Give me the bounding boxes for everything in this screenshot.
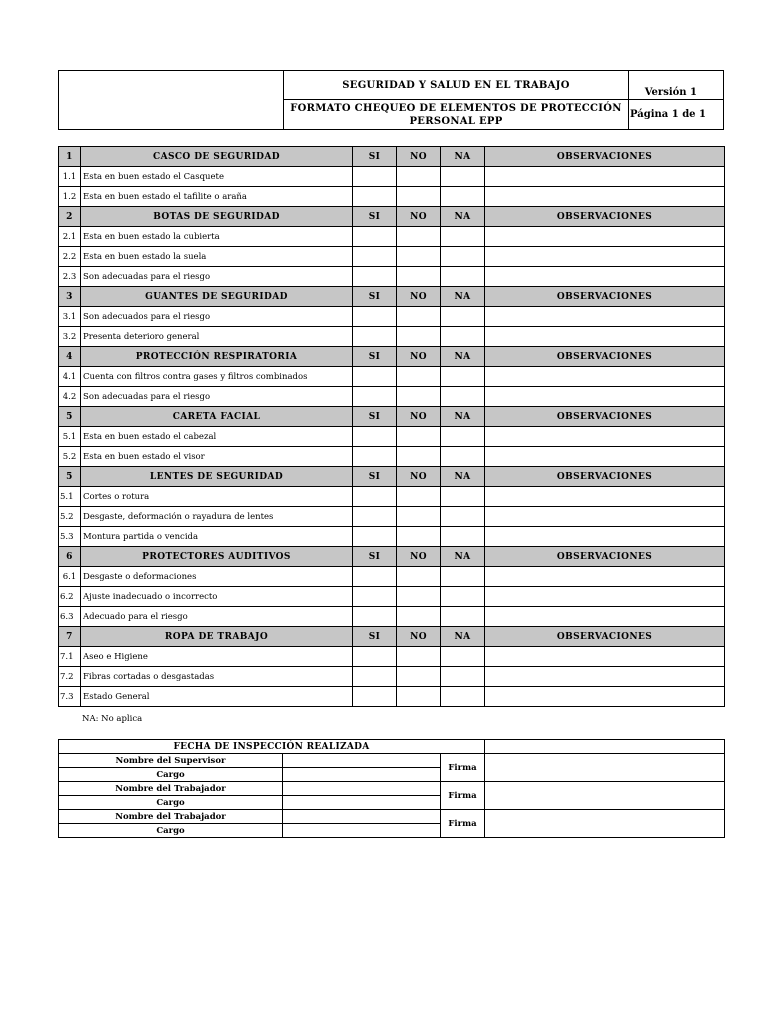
observaciones-field[interactable] <box>485 507 725 527</box>
si-checkbox-cell[interactable] <box>353 587 397 607</box>
section-title: CASCO DE SEGURIDAD <box>81 147 353 167</box>
na-checkbox-cell[interactable] <box>441 247 485 267</box>
observaciones-field[interactable] <box>485 307 725 327</box>
checklist-item-row <box>59 427 725 447</box>
no-checkbox-cell[interactable] <box>397 187 441 207</box>
no-checkbox-cell[interactable] <box>397 167 441 187</box>
si-checkbox-cell[interactable] <box>353 307 397 327</box>
col-na-header: NA <box>441 287 485 307</box>
item-number: 6.3 <box>59 607 81 627</box>
na-checkbox-cell[interactable] <box>441 487 485 507</box>
item-description: Estado General <box>81 687 353 707</box>
na-checkbox-cell[interactable] <box>441 167 485 187</box>
observaciones-field[interactable] <box>485 267 725 287</box>
cargo-field[interactable] <box>283 768 441 782</box>
item-description: Son adecuadas para el riesgo <box>81 387 353 407</box>
no-checkbox-cell[interactable] <box>397 227 441 247</box>
observaciones-field[interactable] <box>485 387 725 407</box>
checklist-item-row <box>59 527 725 547</box>
no-checkbox-cell[interactable] <box>397 687 441 707</box>
na-checkbox-cell[interactable] <box>441 587 485 607</box>
section-header-row <box>59 407 725 427</box>
item-number: 1.2 <box>59 187 81 207</box>
observaciones-field[interactable] <box>485 567 725 587</box>
version-label: Versión 1 <box>629 71 724 100</box>
section-title: GUANTES DE SEGURIDAD <box>81 287 353 307</box>
observaciones-field[interactable] <box>485 487 725 507</box>
na-checkbox-cell[interactable] <box>441 507 485 527</box>
checklist-item-row <box>59 667 725 687</box>
item-number: 4.2 <box>59 387 81 407</box>
na-checkbox-cell[interactable] <box>441 647 485 667</box>
item-number: 5.2 <box>59 507 81 527</box>
si-checkbox-cell[interactable] <box>353 247 397 267</box>
col-si-header: SI <box>353 287 397 307</box>
na-checkbox-cell[interactable] <box>441 447 485 467</box>
na-checkbox-cell[interactable] <box>441 687 485 707</box>
no-checkbox-cell[interactable] <box>397 247 441 267</box>
no-checkbox-cell[interactable] <box>397 387 441 407</box>
observaciones-field[interactable] <box>485 587 725 607</box>
checklist-item-row <box>59 387 725 407</box>
col-observaciones-header: OBSERVACIONES <box>485 407 725 427</box>
col-observaciones-header: OBSERVACIONES <box>485 627 725 647</box>
checklist-item-row <box>59 307 725 327</box>
na-checkbox-cell[interactable] <box>441 387 485 407</box>
cargo-field[interactable] <box>283 796 441 810</box>
item-description: Son adecuados para el riesgo <box>81 307 353 327</box>
col-na-header: NA <box>441 547 485 567</box>
col-si-header: SI <box>353 347 397 367</box>
observaciones-field[interactable] <box>485 447 725 467</box>
section-header-row <box>59 147 725 167</box>
signer-name-label: Nombre del Trabajador <box>59 810 283 824</box>
checklist-item-row <box>59 687 725 707</box>
signer-name-field[interactable] <box>283 782 441 796</box>
observaciones-field[interactable] <box>485 167 725 187</box>
item-number: 4.1 <box>59 367 81 387</box>
no-checkbox-cell[interactable] <box>397 427 441 447</box>
checklist-item-row <box>59 187 725 207</box>
na-checkbox-cell[interactable] <box>441 667 485 687</box>
observaciones-field[interactable] <box>485 187 725 207</box>
inspection-date-label: FECHA DE INSPECCIÓN REALIZADA <box>59 740 485 754</box>
si-checkbox-cell[interactable] <box>353 267 397 287</box>
col-na-header: NA <box>441 207 485 227</box>
section-header-row <box>59 627 725 647</box>
signature-field[interactable] <box>485 782 725 810</box>
item-number: 2.1 <box>59 227 81 247</box>
na-checkbox-cell[interactable] <box>441 427 485 447</box>
checklist-item-row <box>59 327 725 347</box>
na-checkbox-cell[interactable] <box>441 187 485 207</box>
item-description: Son adecuadas para el riesgo <box>81 267 353 287</box>
observaciones-field[interactable] <box>485 327 725 347</box>
item-number: 5.1 <box>59 427 81 447</box>
checklist-item-row <box>59 367 725 387</box>
section-title: CARETA FACIAL <box>81 407 353 427</box>
section-number: 6 <box>59 547 81 567</box>
item-description: Adecuado para el riesgo <box>81 607 353 627</box>
checklist-item-row <box>59 567 725 587</box>
si-checkbox-cell[interactable] <box>353 487 397 507</box>
cargo-label: Cargo <box>59 824 283 838</box>
observaciones-field[interactable] <box>485 527 725 547</box>
checklist-item-row <box>59 267 725 287</box>
checklist-item-row <box>59 167 725 187</box>
col-si-header: SI <box>353 207 397 227</box>
no-checkbox-cell[interactable] <box>397 267 441 287</box>
checklist-item-row <box>59 507 725 527</box>
signer-name-row <box>59 754 725 768</box>
signature-field[interactable] <box>485 754 725 782</box>
cargo-label: Cargo <box>59 796 283 810</box>
si-checkbox-cell[interactable] <box>353 607 397 627</box>
checklist-item-row <box>59 607 725 627</box>
col-observaciones-header: OBSERVACIONES <box>485 467 725 487</box>
item-description: Desgaste, deformación o rayadura de lentes <box>81 507 353 527</box>
col-na-header: NA <box>441 147 485 167</box>
inspection-date-field[interactable] <box>485 740 725 754</box>
item-number: 7.2 <box>59 667 81 687</box>
no-checkbox-cell[interactable] <box>397 367 441 387</box>
form-header <box>58 70 724 130</box>
col-observaciones-header: OBSERVACIONES <box>485 347 725 367</box>
col-no-header: NO <box>397 547 441 567</box>
si-checkbox-cell[interactable] <box>353 647 397 667</box>
item-number: 2.3 <box>59 267 81 287</box>
si-checkbox-cell[interactable] <box>353 227 397 247</box>
item-number: 3.1 <box>59 307 81 327</box>
no-checkbox-cell[interactable] <box>397 587 441 607</box>
no-checkbox-cell[interactable] <box>397 327 441 347</box>
col-si-header: SI <box>353 627 397 647</box>
section-title: PROTECTORES AUDITIVOS <box>81 547 353 567</box>
inspection-signature-table <box>58 739 725 838</box>
col-na-header: NA <box>441 467 485 487</box>
col-no-header: NO <box>397 467 441 487</box>
col-no-header: NO <box>397 627 441 647</box>
checklist-item-row <box>59 227 725 247</box>
observaciones-field[interactable] <box>485 227 725 247</box>
si-checkbox-cell[interactable] <box>353 167 397 187</box>
item-number: 1.1 <box>59 167 81 187</box>
section-number: 2 <box>59 207 81 227</box>
section-title: PROTECCIÓN RESPIRATORIA <box>81 347 353 367</box>
item-description: Fibras cortadas o desgastadas <box>81 667 353 687</box>
si-checkbox-cell[interactable] <box>353 507 397 527</box>
observaciones-field[interactable] <box>485 687 725 707</box>
checklist-item-row <box>59 247 725 267</box>
item-number: 5.2 <box>59 447 81 467</box>
page-number: Página 1 de 1 <box>629 100 724 130</box>
item-description: Esta en buen estado la suela <box>81 247 353 267</box>
item-description: Cortes o rotura <box>81 487 353 507</box>
item-description: Desgaste o deformaciones <box>81 567 353 587</box>
no-checkbox-cell[interactable] <box>397 307 441 327</box>
item-number: 7.1 <box>59 647 81 667</box>
observaciones-field[interactable] <box>485 427 725 447</box>
na-checkbox-cell[interactable] <box>441 367 485 387</box>
format-title: FORMATO CHEQUEO DE ELEMENTOS DE PROTECCIÓN PERSONAL EPP <box>284 100 629 130</box>
col-observaciones-header: OBSERVACIONES <box>485 207 725 227</box>
signer-name-row <box>59 810 725 824</box>
checklist-item-row <box>59 647 725 667</box>
item-number: 5.1 <box>59 487 81 507</box>
section-title: LENTES DE SEGURIDAD <box>81 467 353 487</box>
col-observaciones-header: OBSERVACIONES <box>485 547 725 567</box>
section-header-row <box>59 207 725 227</box>
cargo-field[interactable] <box>283 824 441 838</box>
na-note: NA: No aplica <box>82 714 143 724</box>
item-number: 7.3 <box>59 687 81 707</box>
observaciones-field[interactable] <box>485 667 725 687</box>
section-header-row <box>59 467 725 487</box>
firma-label: Firma <box>441 782 485 810</box>
col-observaciones-header: OBSERVACIONES <box>485 287 725 307</box>
no-checkbox-cell[interactable] <box>397 567 441 587</box>
item-description: Esta en buen estado el visor <box>81 447 353 467</box>
observaciones-field[interactable] <box>485 367 725 387</box>
item-number: 6.2 <box>59 587 81 607</box>
signer-name-field[interactable] <box>283 810 441 824</box>
observaciones-field[interactable] <box>485 607 725 627</box>
na-checkbox-cell[interactable] <box>441 327 485 347</box>
checklist-item-row <box>59 487 725 507</box>
col-no-header: NO <box>397 407 441 427</box>
no-checkbox-cell[interactable] <box>397 487 441 507</box>
col-si-header: SI <box>353 547 397 567</box>
item-description: Cuenta con filtros contra gases y filtros combinados <box>81 367 353 387</box>
signer-name-label: Nombre del Trabajador <box>59 782 283 796</box>
si-checkbox-cell[interactable] <box>353 327 397 347</box>
section-title: ROPA DE TRABAJO <box>81 627 353 647</box>
col-si-header: SI <box>353 147 397 167</box>
item-description: Esta en buen estado la cubierta <box>81 227 353 247</box>
na-checkbox-cell[interactable] <box>441 567 485 587</box>
col-no-header: NO <box>397 347 441 367</box>
signer-name-label: Nombre del Supervisor <box>59 754 283 768</box>
observaciones-field[interactable] <box>485 247 725 267</box>
si-checkbox-cell[interactable] <box>353 387 397 407</box>
si-checkbox-cell[interactable] <box>353 567 397 587</box>
signer-name-row <box>59 782 725 796</box>
col-na-header: NA <box>441 627 485 647</box>
col-si-header: SI <box>353 407 397 427</box>
col-observaciones-header: OBSERVACIONES <box>485 147 725 167</box>
item-description: Esta en buen estado el cabezal <box>81 427 353 447</box>
no-checkbox-cell[interactable] <box>397 647 441 667</box>
col-no-header: NO <box>397 207 441 227</box>
si-checkbox-cell[interactable] <box>353 667 397 687</box>
item-number: 6.1 <box>59 567 81 587</box>
col-si-header: SI <box>353 467 397 487</box>
si-checkbox-cell[interactable] <box>353 427 397 447</box>
si-checkbox-cell[interactable] <box>353 367 397 387</box>
epp-checklist-table <box>58 146 725 707</box>
item-number: 2.2 <box>59 247 81 267</box>
na-checkbox-cell[interactable] <box>441 307 485 327</box>
item-description: Esta en buen estado el tafilite o araña <box>81 187 353 207</box>
item-description: Montura partida o vencida <box>81 527 353 547</box>
observaciones-field[interactable] <box>485 647 725 667</box>
cargo-label: Cargo <box>59 768 283 782</box>
no-checkbox-cell[interactable] <box>397 667 441 687</box>
section-number: 3 <box>59 287 81 307</box>
na-checkbox-cell[interactable] <box>441 527 485 547</box>
no-checkbox-cell[interactable] <box>397 527 441 547</box>
signer-name-field[interactable] <box>283 754 441 768</box>
si-checkbox-cell[interactable] <box>353 187 397 207</box>
section-number: 5 <box>59 467 81 487</box>
section-number: 5 <box>59 407 81 427</box>
na-checkbox-cell[interactable] <box>441 227 485 247</box>
col-na-header: NA <box>441 347 485 367</box>
si-checkbox-cell[interactable] <box>353 687 397 707</box>
form-title: SEGURIDAD Y SALUD EN EL TRABAJO <box>284 71 629 100</box>
si-checkbox-cell[interactable] <box>353 527 397 547</box>
no-checkbox-cell[interactable] <box>397 447 441 467</box>
checklist-item-row <box>59 447 725 467</box>
section-header-row <box>59 347 725 367</box>
section-title: BOTAS DE SEGURIDAD <box>81 207 353 227</box>
section-header-row <box>59 547 725 567</box>
col-no-header: NO <box>397 287 441 307</box>
section-number: 7 <box>59 627 81 647</box>
signature-field[interactable] <box>485 810 725 838</box>
col-no-header: NO <box>397 147 441 167</box>
section-number: 1 <box>59 147 81 167</box>
logo-cell <box>59 71 284 130</box>
item-description: Esta en buen estado el Casquete <box>81 167 353 187</box>
no-checkbox-cell[interactable] <box>397 607 441 627</box>
checklist-item-row <box>59 587 725 607</box>
no-checkbox-cell[interactable] <box>397 507 441 527</box>
item-number: 5.3 <box>59 527 81 547</box>
col-na-header: NA <box>441 407 485 427</box>
item-number: 3.2 <box>59 327 81 347</box>
item-description: Presenta deterioro general <box>81 327 353 347</box>
si-checkbox-cell[interactable] <box>353 447 397 467</box>
firma-label: Firma <box>441 810 485 838</box>
na-checkbox-cell[interactable] <box>441 607 485 627</box>
section-number: 4 <box>59 347 81 367</box>
na-checkbox-cell[interactable] <box>441 267 485 287</box>
section-header-row <box>59 287 725 307</box>
firma-label: Firma <box>441 754 485 782</box>
item-description: Aseo e Higiene <box>81 647 353 667</box>
item-description: Ajuste inadecuado o incorrecto <box>81 587 353 607</box>
